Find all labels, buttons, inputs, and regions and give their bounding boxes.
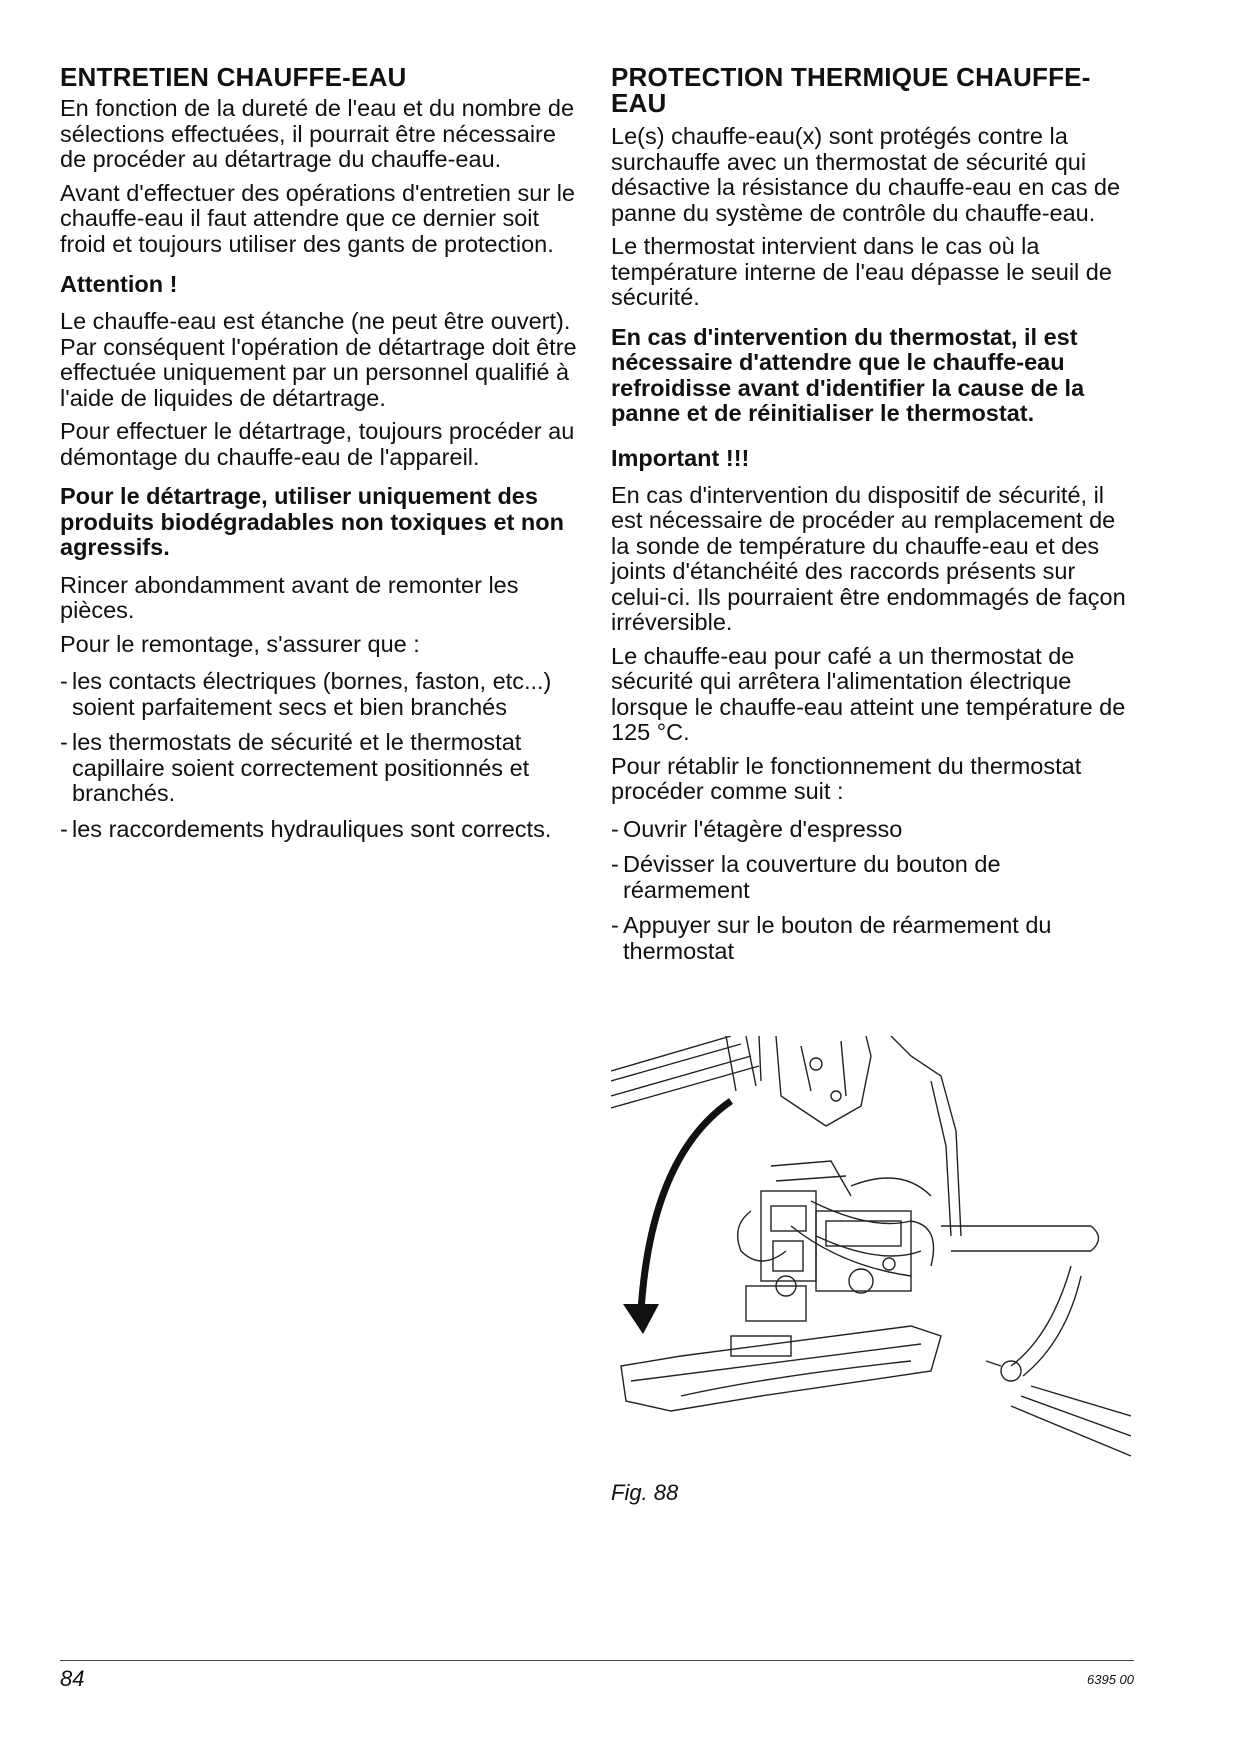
thermostat-drawing [611, 1036, 1131, 1476]
reset-steps-list [611, 817, 1131, 965]
paragraph: Pour effectuer le détartrage, toujours procéder au démontage du chauffe-eau de l'appareil. [60, 418, 575, 470]
paragraph: En cas d'intervention du dispositif de sécurité, il est nécessaire de procéder au remplacement de la sonde de température du chauffe-eau et des joints d'étanchéité des raccords présents sur celui-ci. Ils pourraient être endommagés de façon irréversible. [611, 481, 1126, 635]
paragraph: Le chauffe-eau pour café a un thermostat de sécurité qui arrêtera l'alimentation électrique lorsque le chauffe-eau atteint une température de 125 °C. [611, 642, 1126, 745]
figure-caption: Fig. 88 [611, 1480, 679, 1505]
list-item: - Dévisser la couverture du bouton de réarmement [611, 852, 1131, 903]
bold-note: Pour le détartrage, utiliser uniquement des produits biodégradables non toxiques et non agressifs. [60, 483, 564, 560]
page-number: 84 [60, 1666, 85, 1691]
list-item: - Appuyer sur le bouton de réarmement du thermostat [611, 913, 1131, 964]
list-item: - les raccordements hydrauliques sont corrects. [60, 817, 580, 843]
attention-title: Attention ! [60, 271, 178, 297]
thermostat-illustration [611, 1036, 1131, 1476]
paragraph: Le(s) chauffe-eau(x) sont protégés contre la surchauffe avec un thermostat de sécurité qui désactive la résistance du chauffe-eau en cas de panne du système de contrôle du chauffe-eau. [611, 123, 1121, 226]
list-item: - Ouvrir l'étagère d'espresso [611, 817, 1131, 843]
paragraph: Pour rétablir le fonctionnement du thermostat procéder comme suit : [611, 752, 1082, 804]
reassembly-list [60, 669, 580, 842]
left-column [60, 64, 580, 852]
paragraph: Le thermostat intervient dans le cas où la température interne de l'eau dépasse le seuil de sécurité. [611, 233, 1112, 310]
important-title: Important !!! [611, 444, 750, 471]
list-item: - les contacts électriques (bornes, faston, etc...) soient parfaitement secs et bien branchés [60, 669, 580, 720]
right-column [611, 64, 1131, 974]
paragraph: Le chauffe-eau est étanche (ne peut être ouvert). Par conséquent l'opération de détartrage doit être effectuée uniquement par un personnel qualifié à l'aide de liquides de détartrage. [60, 308, 577, 411]
section-heading-thermal-protection: PROTECTION THERMIQUE CHAUFFE-EAU [611, 62, 1091, 118]
footer-divider [60, 1660, 1134, 1661]
paragraph: Pour le remontage, s'assurer que : [60, 630, 420, 657]
bold-note: En cas d'intervention du thermostat, il est nécessaire d'attendre que le chauffe-eau refroidisse avant d'identifier la cause de la panne et de réinitialiser le thermostat. [611, 323, 1085, 426]
paragraph: Rincer abondamment avant de remonter les pièces. [60, 571, 519, 623]
paragraph: En fonction de la dureté de l'eau et du nombre de sélections effectuées, il pourrait être nécessaire de procéder au détartrage du chauffe-eau. [60, 95, 575, 172]
document-code: 6395 00 [1087, 1672, 1134, 1687]
section-heading-maintenance: ENTRETIEN CHAUFFE-EAU [60, 62, 407, 92]
paragraph: Avant d'effectuer des opérations d'entretien sur le chauffe-eau il faut attendre que ce dernier soit froid et toujours utiliser des gants de protection. [60, 179, 575, 257]
list-item: - les thermostats de sécurité et le thermostat capillaire soient correctement positionnés et branchés. [60, 730, 580, 807]
